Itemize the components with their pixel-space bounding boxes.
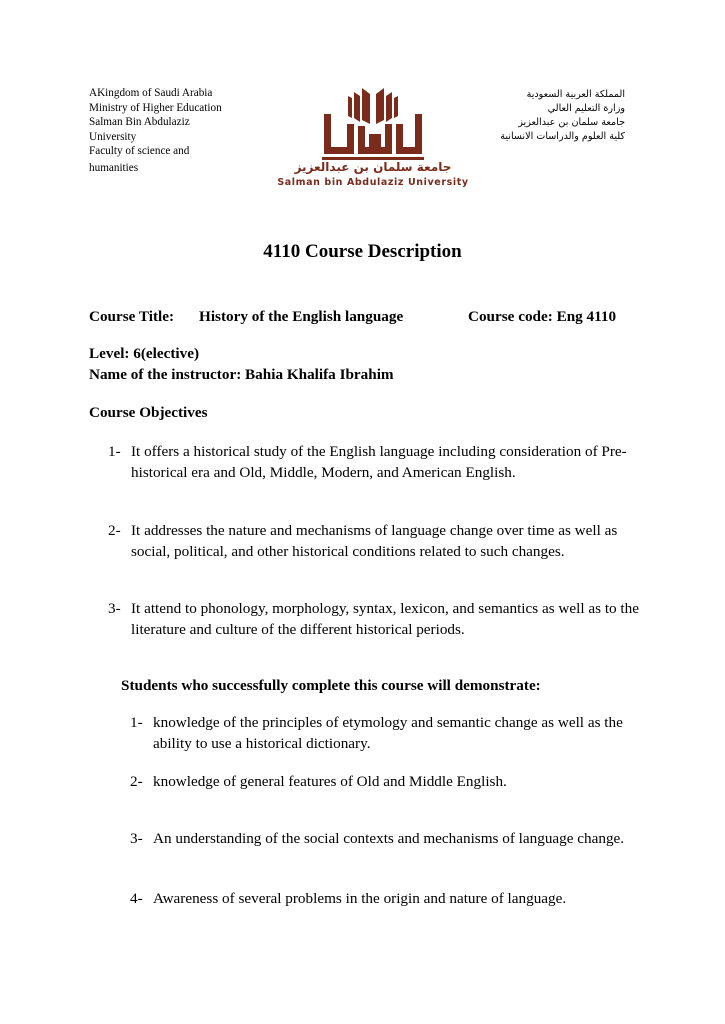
- header-right-line: جامعة سلمان بن عبدالعزيز: [518, 117, 625, 128]
- outcome-number: 2-: [130, 773, 143, 790]
- objective-number: 1-: [108, 443, 121, 460]
- header-left-line: Ministry of Higher Education: [89, 101, 222, 114]
- instructor-name: Name of the instructor: Bahia Khalifa Ibrahim: [89, 366, 394, 383]
- header-right-line: كلية العلوم والدراسات الانسانية: [500, 131, 625, 142]
- objective-text: It attend to phonology, morphology, syntax, lexicon, and semantics as well as to the literature and culture of the different historical periods.: [131, 600, 639, 638]
- header-left-line: Faculty of science and: [89, 145, 190, 158]
- header-left-line: AKingdom of Saudi Arabia: [89, 87, 213, 99]
- header-right-address: [465, 88, 625, 144]
- header-right-line: وزارة التعليم العالي: [547, 103, 625, 114]
- outcome-number: 3-: [130, 830, 143, 847]
- header-right-line: المملكة العربية السعودية: [526, 89, 625, 100]
- objective-number: 2-: [108, 522, 121, 539]
- objective-number: 3-: [108, 600, 121, 617]
- course-level: Level: 6(elective): [89, 345, 200, 362]
- outcome-text: knowledge of the principles of etymology and semantic change as well as the ability to use a historical dictionary.: [153, 714, 623, 752]
- header-left-line: humanities: [89, 161, 139, 174]
- logo-english-text: Salman bin Abdulaziz University: [277, 177, 469, 188]
- header-left-line: University: [89, 130, 137, 143]
- header-left-line: Salman Bin Abdulaziz: [89, 116, 190, 129]
- outcomes-heading: Students who successfully complete this course will demonstrate:: [121, 677, 541, 694]
- objectives-heading: Course Objectives: [89, 404, 208, 421]
- objective-text: It offers a historical study of the English language including consideration of Pre-historical era and Old, Middle, Modern, and American English.: [131, 443, 627, 481]
- university-logo: [252, 84, 494, 188]
- course-code: Course code: Eng 4110: [468, 308, 617, 325]
- logo-arabic-text: جامعة سلمان بن عبدالعزيز: [294, 160, 452, 174]
- objective-text: It addresses the nature and mechanisms of language change over time as well as social, political, and other historical conditions related to such changes.: [131, 522, 618, 560]
- course-title-label: Course Title:: [89, 308, 175, 325]
- outcome-number: 1-: [130, 714, 143, 731]
- page-title: 4110 Course Description: [263, 241, 462, 262]
- outcome-text: An understanding of the social contexts and mechanisms of language change.: [153, 830, 625, 847]
- course-title-value: History of the English language: [199, 308, 404, 325]
- outcome-text: Awareness of several problems in the origin and nature of language.: [153, 890, 567, 907]
- outcome-text: knowledge of general features of Old and Middle English.: [153, 773, 507, 790]
- header-left-address: [89, 86, 249, 176]
- outcome-number: 4-: [130, 890, 143, 907]
